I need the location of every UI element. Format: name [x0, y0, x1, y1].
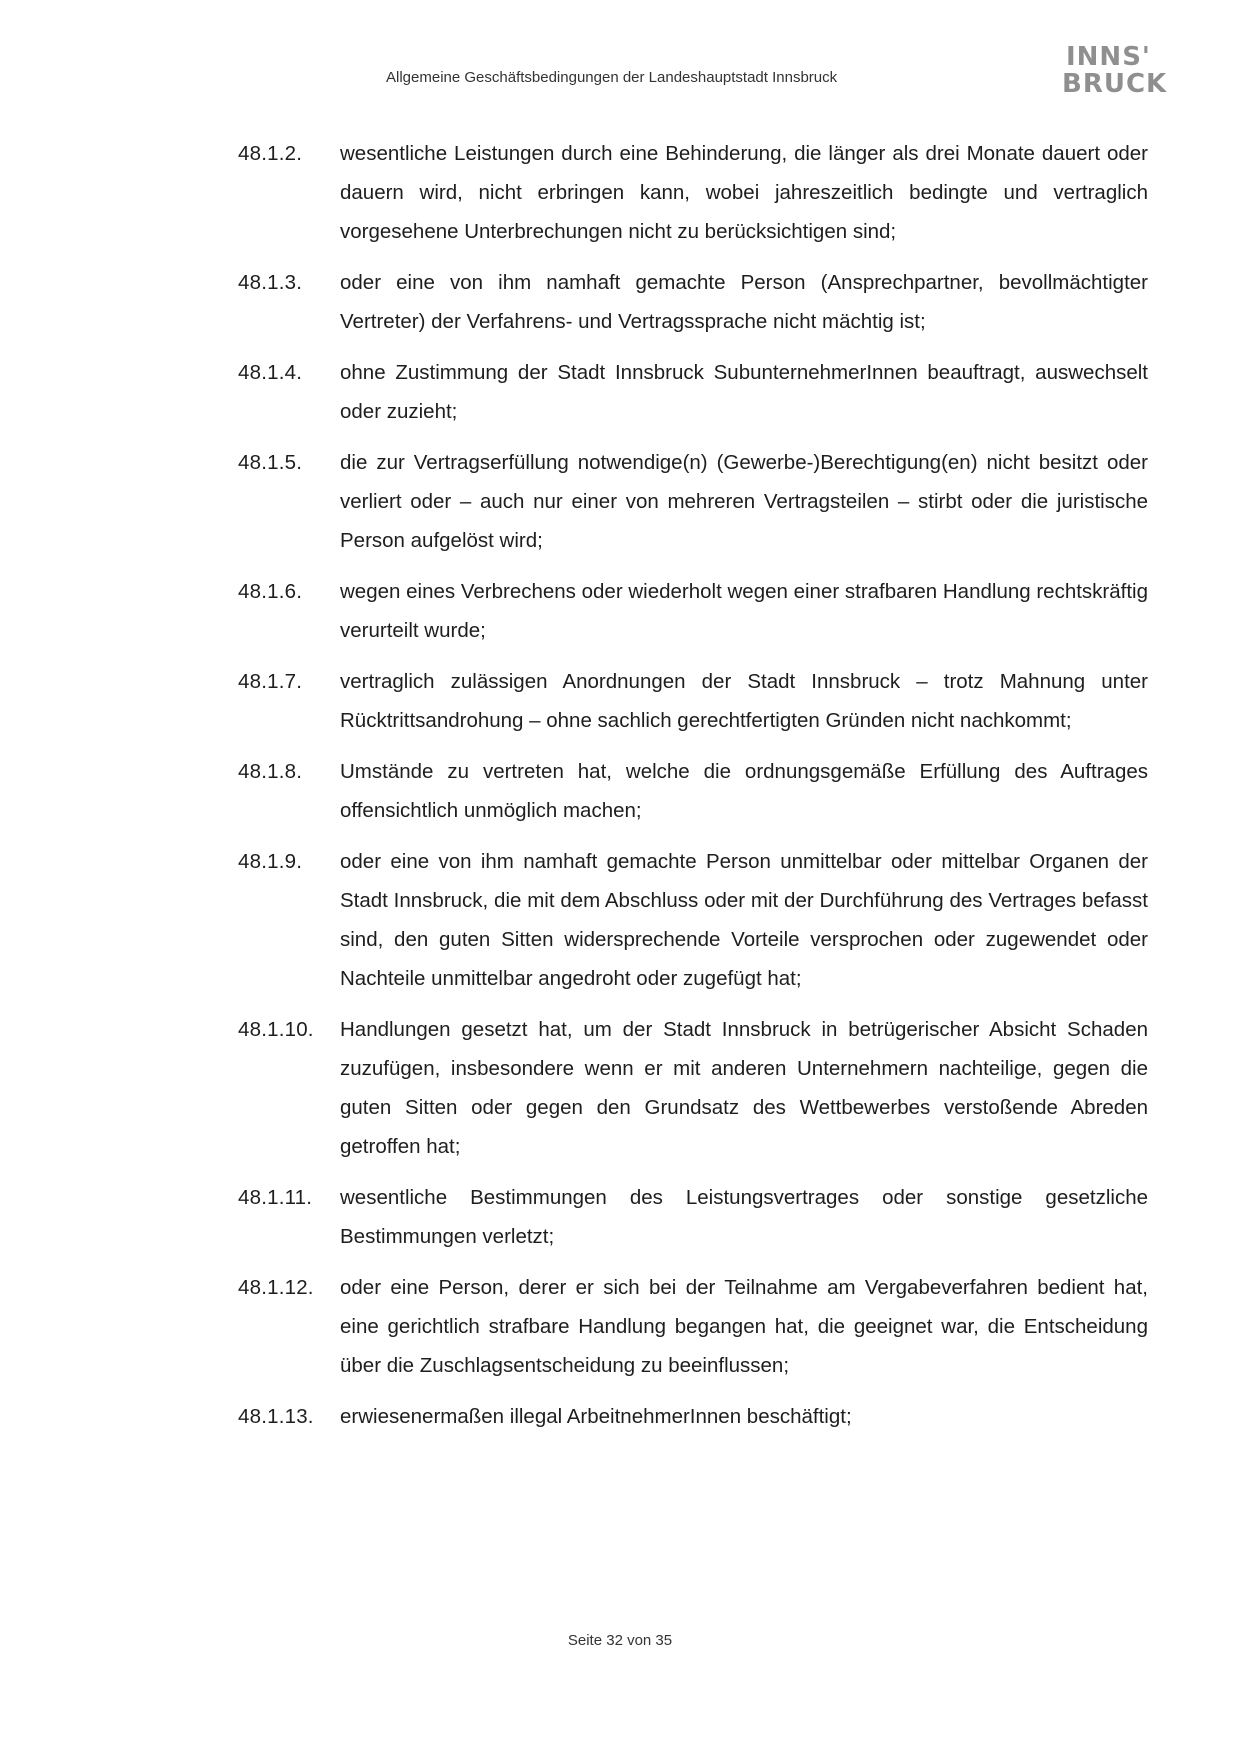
clause-item: [238, 263, 1148, 341]
clause-item: [238, 443, 1148, 560]
document-header-title: Allgemeine Geschäftsbedingungen der Landeshauptstadt Innsbruck: [386, 69, 838, 86]
clause-number: 48.1.6.: [238, 580, 303, 603]
clause-text: oder eine von ihm namhaft gemachte Person unmittelbar oder mittelbar Organen der Stadt Innsbruck, die mit dem Abschluss oder mit der Durchführung des Vertrages befasst sind, den guten Sitten widersprechende Vorteile versprochen oder zugewendet oder Nachteile unmittelbar angedroht oder zugefügt hat;: [340, 850, 1148, 990]
logo-line-1: INNS': [1066, 42, 1151, 72]
clause-text: oder eine Person, derer er sich bei der Teilnahme am Vergabeverfahren bedient hat, eine gerichtlich strafbare Handlung begangen hat, die geeignet war, die Entscheidung über die Zuschlagsentscheidung zu beeinflussen;: [340, 1276, 1148, 1377]
innsbruck-logo: [1062, 44, 1182, 98]
clause-number: 48.1.2.: [238, 142, 303, 165]
clause-text: wesentliche Bestimmungen des Leistungsvertrages oder sonstige gesetzliche Bestimmungen verletzt;: [340, 1186, 1148, 1248]
clause-number: 48.1.7.: [238, 670, 303, 693]
clause-text: wegen eines Verbrechens oder wiederholt wegen einer strafbaren Handlung rechtskräftig verurteilt wurde;: [340, 580, 1148, 642]
clause-number: 48.1.13.: [238, 1405, 314, 1428]
clause-number: 48.1.9.: [238, 850, 303, 873]
clause-number: 48.1.10.: [238, 1018, 314, 1041]
clause-number: 48.1.12.: [238, 1276, 314, 1299]
clause-number: 48.1.3.: [238, 271, 303, 294]
clause-text: Handlungen gesetzt hat, um der Stadt Innsbruck in betrügerischer Absicht Schaden zuzufügen, insbesondere wenn er mit anderen Unternehmern nachteilige, gegen die guten Sitten oder gegen den Grundsatz des Wettbewerbes verstoßende Abreden getroffen hat;: [340, 1018, 1148, 1158]
clause-item: [238, 662, 1148, 740]
clause-item: [238, 134, 1148, 251]
clause-number: 48.1.8.: [238, 760, 303, 783]
clause-text: wesentliche Leistungen durch eine Behinderung, die länger als drei Monate dauert oder dauern wird, nicht erbringen kann, wobei jahreszeitlich bedingte und vertraglich vorgesehene Unterbrechungen nicht zu berücksichtigen sind;: [340, 142, 1148, 243]
clause-item: [238, 1397, 1148, 1436]
clause-text: oder eine von ihm namhaft gemachte Person (Ansprechpartner, bevollmächtigter Vertreter) der Verfahrens- und Vertragssprache nicht mächtig ist;: [340, 271, 1148, 333]
logo-line-2: BRUCK: [1062, 69, 1168, 99]
clause-text: ohne Zustimmung der Stadt Innsbruck SubunternehmerInnen beauftragt, auswechselt oder zuzieht;: [340, 361, 1148, 423]
clause-number: 48.1.5.: [238, 451, 303, 474]
clause-item: [238, 572, 1148, 650]
clause-item: [238, 1010, 1148, 1166]
clause-item: [238, 752, 1148, 830]
clause-text: Umstände zu vertreten hat, welche die ordnungsgemäße Erfüllung des Auftrages offensichtlich unmöglich machen;: [340, 760, 1148, 822]
clause-item: [238, 1268, 1148, 1385]
clause-text: vertraglich zulässigen Anordnungen der Stadt Innsbruck – trotz Mahnung unter Rücktrittsandrohung – ohne sachlich gerechtfertigten Gründen nicht nachkommt;: [340, 670, 1148, 732]
clause-text: die zur Vertragserfüllung notwendige(n) (Gewerbe-)Berechtigung(en) nicht besitzt oder verliert oder – auch nur einer von mehreren Vertragsteilen – stirbt oder die juristische Person aufgelöst wird;: [340, 451, 1148, 552]
clause-item: [238, 353, 1148, 431]
page-number: Seite 32 von 35: [567, 1632, 673, 1649]
clause-number: 48.1.4.: [238, 361, 303, 384]
clause-item: [238, 842, 1148, 998]
clause-text: erwiesenermaßen illegal ArbeitnehmerInnen beschäftigt;: [340, 1405, 852, 1428]
clause-item: [238, 1178, 1148, 1256]
clause-list: [238, 134, 1148, 1448]
clause-number: 48.1.11.: [238, 1186, 313, 1209]
